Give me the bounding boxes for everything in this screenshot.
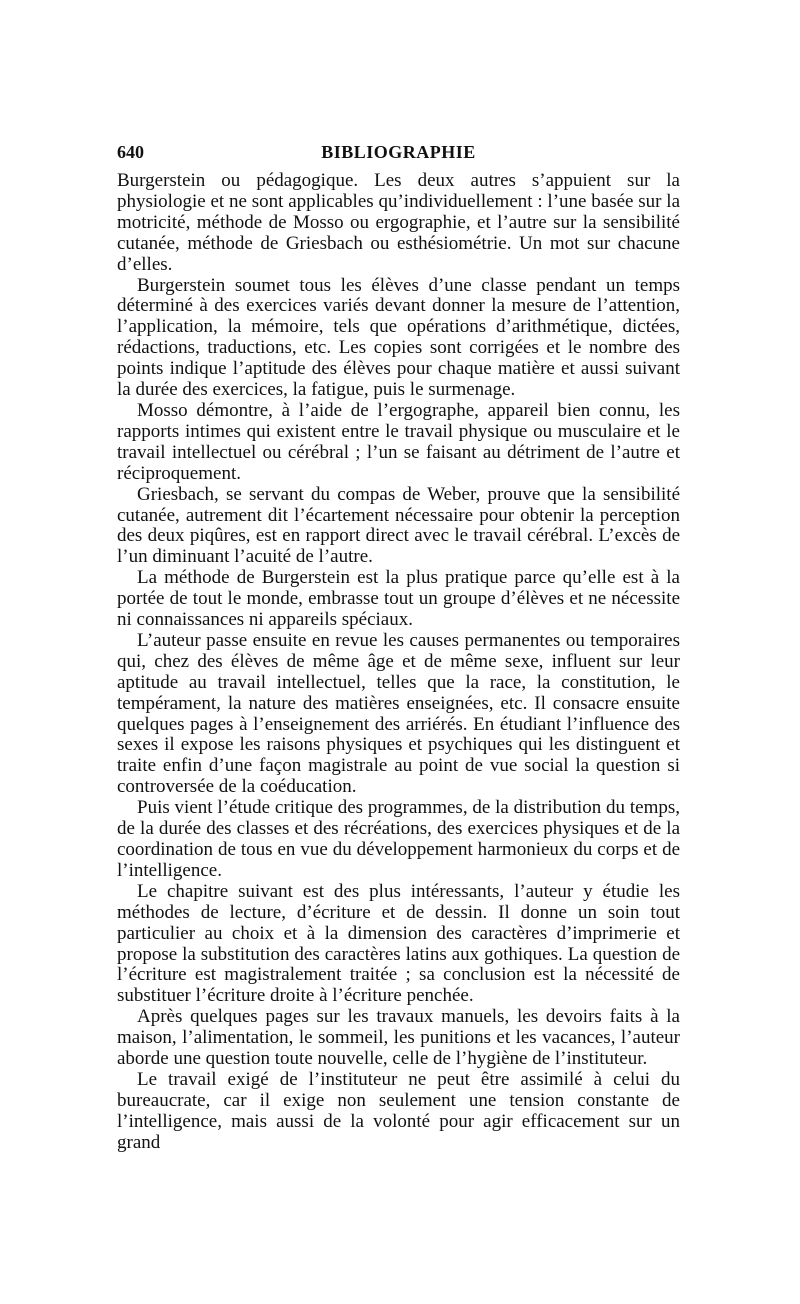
- paragraph: La méthode de Burgerstein est la plus pratique parce qu’elle est à la portée de tout le monde, embrasse tout un groupe d’élèves et ne nécessite ni connaissances ni appareils spéciaux.: [117, 567, 680, 631]
- paragraph: Puis vient l’étude critique des programmes, de la distribution du temps, de la durée des classes et des récréations, des exercices physiques et de la coordination de tous en vue du développement harmonieux du corps et de l’intelligence.: [117, 797, 680, 881]
- paragraph: Mosso démontre, à l’aide de l’ergographe, appareil bien connu, les rapports intimes qui existent entre le travail physique ou musculaire et le travail intellectuel ou cérébral ; l’un se faisant au détriment de l’autre et réciproquement.: [117, 399, 680, 484]
- page-number: 640: [117, 142, 144, 162]
- page-header: [117, 142, 680, 168]
- paragraph: Le chapitre suivant est des plus intéressants, l’auteur y étudie les méthodes de lecture, d’écriture et de dessin. Il donne un soin tout particulier au choix et à la dimension des caractères d’imprimerie et propose la substitution des caractères latins aux gothiques. La question de l’écriture est magistralement traitée ; sa conclusion est la nécessité de substituer l’écriture droite à l’écriture penchée.: [117, 880, 680, 1007]
- paragraph: Le travail exigé de l’instituteur ne peut être assimilé à celui du bureaucrate, car il exige non seulement une tension constante de l’intelligence, mais aussi de la volonté pour agir efficacement sur un grand: [117, 1068, 680, 1153]
- running-head: BIBLIOGRAPHIE: [321, 142, 476, 162]
- paragraph: Burgerstein soumet tous les élèves d’une classe pendant un temps déterminé à des exercices variés devant donner la mesure de l’attention, l’application, la mémoire, tels que opérations d’arithmétique, dictées, rédactions, traductions, etc. Les copies sont corrigées et le nombre des points indique l’aptitude des élèves pour chaque matière et aussi suivant la durée des exercices, la fatigue, puis le surmenage.: [117, 274, 680, 401]
- paragraph: Griesbach, se servant du compas de Weber, prouve que la sensibilité cutanée, autrement dit l’écartement nécessaire pour obtenir la perception des deux piqûres, est en rapport direct avec le travail cérébral. L’excès de l’un diminuant l’acuité de l’autre.: [117, 483, 680, 568]
- paragraph: Burgerstein ou pédagogique. Les deux autres s’appuient sur la physiologie et ne sont applicables qu’individuellement : l’une basée sur la motricité, méthode de Mosso ou ergographie, et l’autre sur la sensibilité cutanée, méthode de Griesbach ou esthésiométrie. Un mot sur chacune d’elles.: [117, 170, 680, 275]
- paragraph: Après quelques pages sur les travaux manuels, les devoirs faits à la maison, l’alimentation, le sommeil, les punitions et les vacances, l’auteur aborde une question toute nouvelle, celle de l’hygiène de l’instituteur.: [117, 1006, 680, 1070]
- paragraph: L’auteur passe ensuite en revue les causes permanentes ou temporaires qui, chez des élèves de même âge et de même sexe, influent sur leur aptitude au travail intellectuel, telles que la race, la constitution, le tempérament, la nature des matières enseignées, etc. Il consacre ensuite quelques pages à l’enseignement des arriérés. En étudiant l’influence des sexes il expose les raisons physiques et psychiques qui les distinguent et traite enfin d’une façon magistrale au point de vue social la question si controversée de la coéducation.: [117, 629, 680, 798]
- body-text: [117, 171, 680, 1154]
